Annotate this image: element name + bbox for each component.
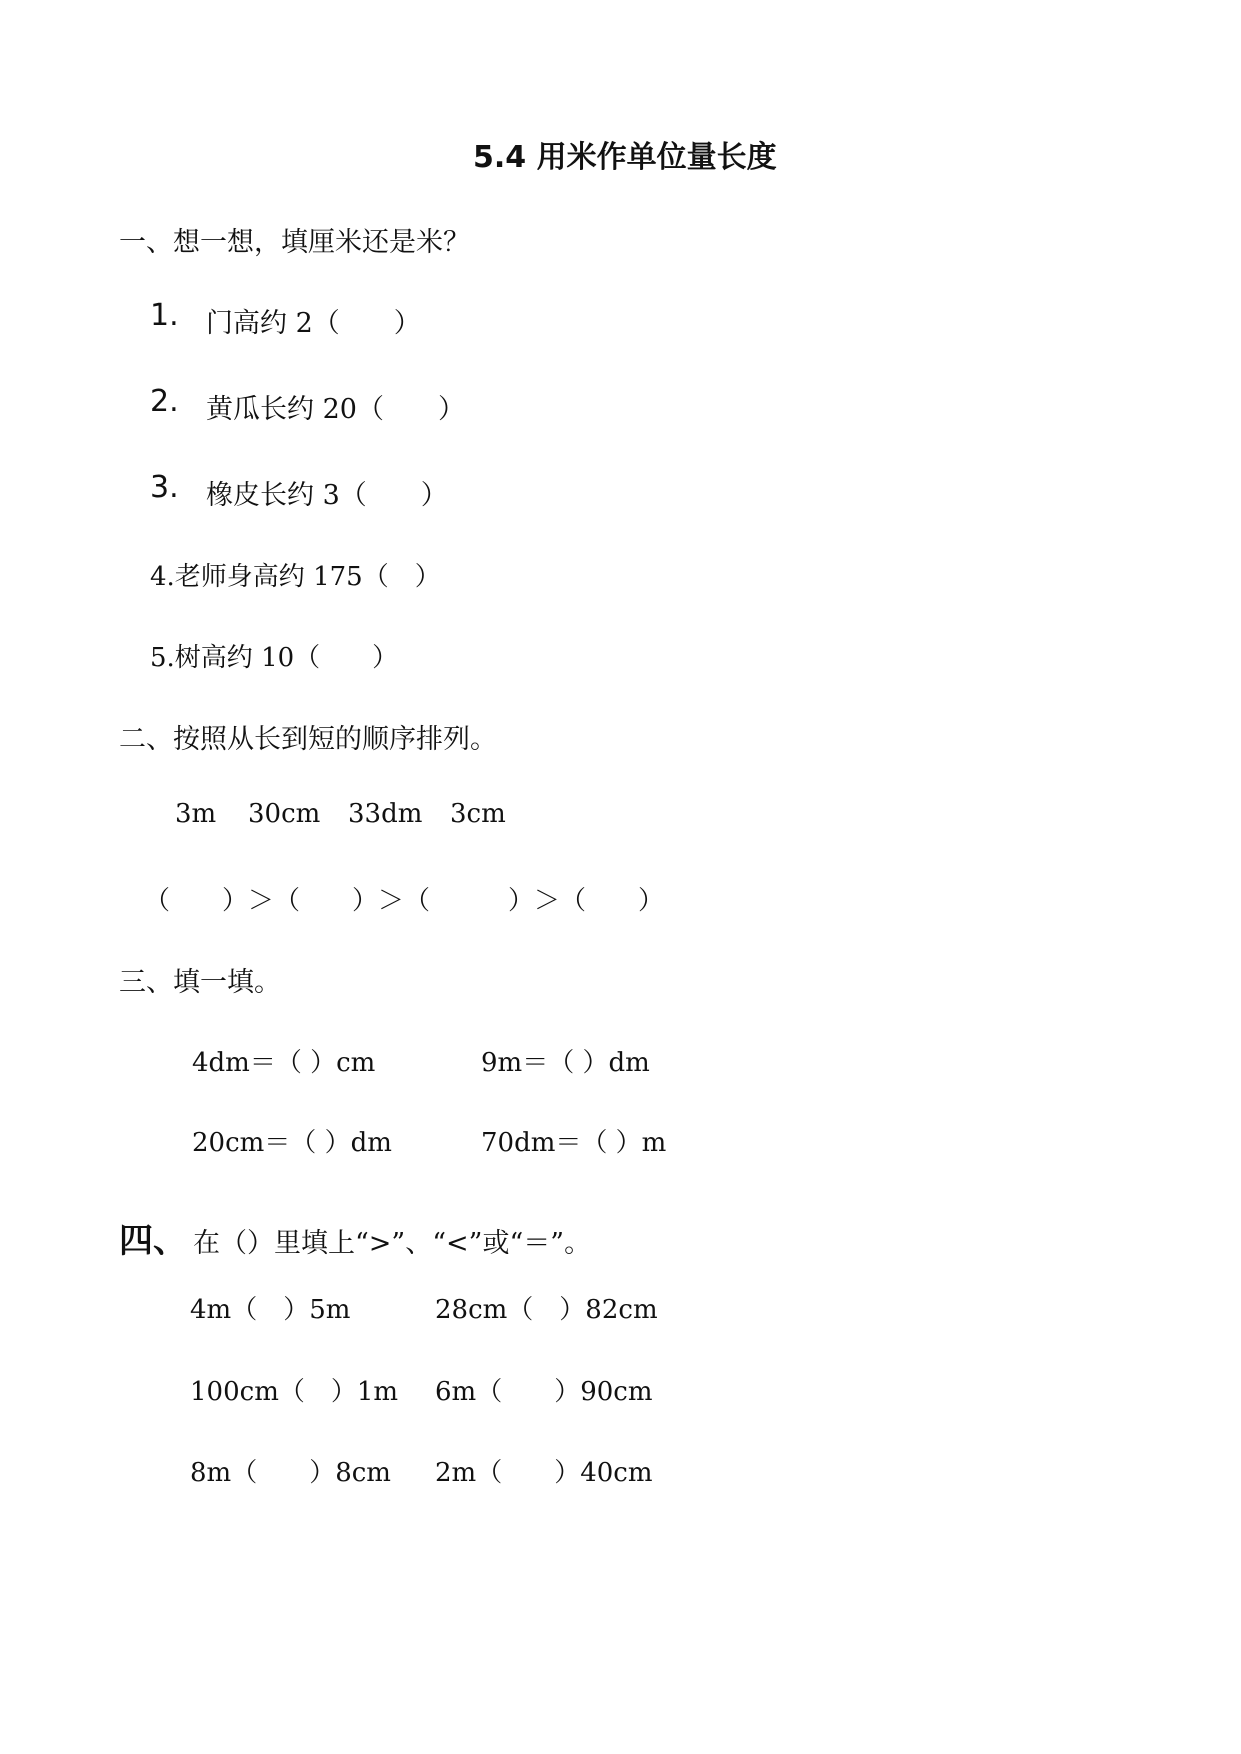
conversion-item: 9m＝（ ）dm xyxy=(481,1048,650,1078)
conversion-item: 70dm＝（ ）m xyxy=(481,1128,667,1158)
question-5-text: 5.树高约 10（ ） xyxy=(150,643,399,673)
question-1-text: 门高约 2（ ） xyxy=(206,308,421,339)
compare-item: 100cm（ ）1m xyxy=(190,1377,399,1407)
order-answer-line: （ ）＞（ ）＞（ ）＞（ ） xyxy=(144,886,665,916)
conversion-item: 20cm＝（ ）dm xyxy=(192,1128,392,1158)
conversion-item: 4dm＝（ ）cm xyxy=(192,1048,376,1078)
length-value: 33dm xyxy=(348,799,423,829)
question-4-text: 4.老师身高约 175（ ） xyxy=(150,562,441,592)
section-4-number: 四、 xyxy=(119,1221,187,1261)
length-value: 3cm xyxy=(450,799,506,829)
question-3-text: 橡皮长约 3（ ） xyxy=(206,480,448,511)
section-4-heading: 在（）里填上“>”、“<”或“＝”。 xyxy=(193,1228,592,1259)
question-2-text: 黄瓜长约 20（ ） xyxy=(206,394,465,425)
section-1-heading: 一、想一想，填厘米还是米？ xyxy=(119,227,470,258)
compare-item: 4m（ ）5m xyxy=(190,1295,351,1325)
question-1-number: 1. xyxy=(150,298,179,333)
question-2-number: 2. xyxy=(150,384,179,419)
compare-item: 6m（ ）90cm xyxy=(435,1377,653,1407)
question-3-number: 3. xyxy=(150,470,179,505)
compare-item: 2m（ ）40cm xyxy=(435,1458,653,1488)
section-2-heading: 二、按照从长到短的顺序排列。 xyxy=(119,724,497,755)
length-value: 30cm xyxy=(248,799,321,829)
length-value: 3m xyxy=(175,799,217,829)
compare-item: 28cm（ ）82cm xyxy=(435,1295,658,1325)
page-title: 5.4 用米作单位量长度 xyxy=(473,140,777,175)
section-3-heading: 三、填一填。 xyxy=(119,967,281,998)
compare-item: 8m（ ）8cm xyxy=(190,1458,391,1488)
